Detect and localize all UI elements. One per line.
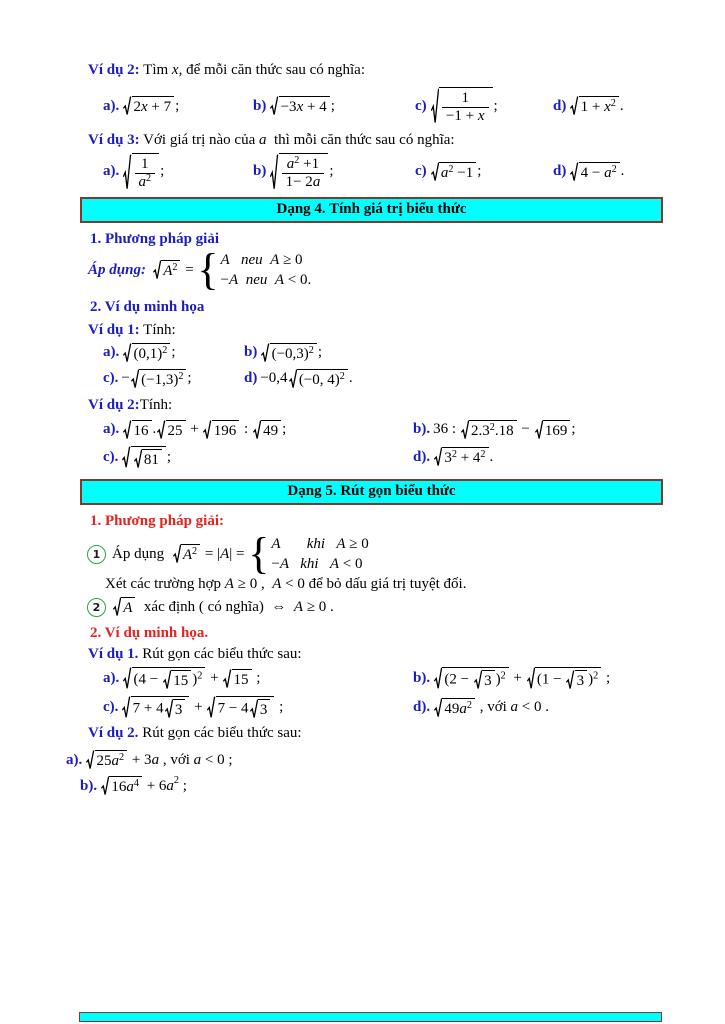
math-formula: − $(-1,3)^2$ ;	[121, 370, 192, 388]
method-point-2	[87, 597, 725, 617]
math-formula: −3x + 4 ;	[269, 96, 335, 116]
section-banner-dang4: Dạng 4. Tính giá trị biểu thức	[80, 197, 663, 223]
exercise-row	[103, 696, 725, 719]
heading-text: Tính:	[139, 396, 173, 413]
math-formula: $25a^2$ + 3 a , với a < 0 ;	[85, 750, 232, 770]
heading-text: Rút gọn các biểu thức sau:	[138, 646, 302, 663]
math-formula: A xác định ( có nghĩa) ⇔ A ≥ 0 .	[112, 597, 334, 617]
math-formula: −0,4 (−0, 4)$^2$ .	[260, 370, 353, 388]
item-label: c).	[103, 699, 119, 716]
exercise-item-c	[103, 369, 244, 389]
math-formula: $\frac{1}{a^2}$ ;	[122, 153, 164, 192]
heading-text: Tìm x , để mỗi căn thức sau có nghĩa:	[139, 62, 366, 78]
section-banner-dang5: Dạng 5. Rút gọn biểu thức	[80, 479, 663, 505]
math-formula: Áp dụng $A^2$ = | A | = { A khi A ≥ 0 −A khi A < 0	[112, 529, 369, 579]
math-formula: $(-0,3)^2$ ;	[260, 343, 322, 363]
example-heading-vd3	[88, 132, 725, 149]
example-label: Ví dụ 2:	[88, 62, 140, 78]
method-heading: 1. Phương pháp giải	[90, 231, 220, 248]
exercise-item-d	[244, 369, 353, 389]
item-label: a).	[103, 97, 120, 114]
heading-text: Với giá trị nào của a thì mỗi căn thức sau có nghĩa:	[139, 131, 455, 148]
math-formula: 16 . 25 + 196 : 49 ;	[122, 420, 286, 440]
exercise-item-d	[553, 96, 624, 116]
example-label: Ví dụ 2.	[88, 725, 139, 742]
exercise-row	[103, 667, 725, 690]
item-label: d)	[553, 163, 567, 180]
exercise-item-a	[103, 153, 253, 192]
exercise-row	[103, 87, 725, 126]
circled-number-icon: 2	[87, 598, 106, 617]
exercise-item-a	[103, 420, 413, 440]
method-point-1	[87, 529, 725, 579]
method-heading: 1. Phương pháp giải:	[90, 512, 225, 529]
item-label: c)	[415, 163, 427, 180]
top-margin	[0, 0, 725, 62]
math-formula: Xét các trường hợp A ≥ 0 , A < 0 để bỏ dấu giá trị tuyệt đối.	[105, 576, 467, 593]
exercise-item-a	[103, 96, 253, 116]
item-label: b).	[413, 670, 431, 687]
exercise-item-d	[413, 698, 549, 718]
exercise-row	[103, 369, 725, 389]
item-label: a).	[103, 421, 120, 438]
exercise-line-a	[66, 750, 725, 770]
exercise-item-c	[415, 162, 553, 182]
item-label: a).	[66, 751, 83, 768]
exercise-item-b	[253, 153, 415, 192]
apply-label: Áp dụng:	[88, 261, 146, 278]
math-formula: $\frac{1}{-1 + x}$ ;	[430, 87, 498, 126]
exercise-row	[103, 420, 725, 440]
exercise-item-b	[253, 96, 415, 116]
math-formula: 2x + 7 ;	[122, 96, 179, 116]
math-formula: (2 − 3 )$^2$ + (1 − 3 )$^2$ ;	[433, 667, 610, 690]
exercise-item-a	[103, 667, 413, 690]
math-formula: 7 + 4 3 + 7 − 4 3 ;	[121, 696, 283, 719]
math-formula: $16a^4$ + 6 a 2 ;	[100, 776, 187, 796]
math-formula: $\frac{a^2 +1}{1- 2a}$ ;	[269, 153, 333, 192]
exercise-item-d	[553, 162, 624, 182]
item-label: b)	[253, 163, 267, 180]
example-heading-d4vd2	[88, 397, 725, 414]
circled-number-icon: 1	[87, 545, 106, 564]
exercise-item-d	[413, 447, 493, 467]
example-heading-vd2	[88, 62, 725, 79]
item-label: b)	[244, 344, 258, 361]
example-heading-d5vd2	[88, 725, 725, 742]
exercise-row	[103, 446, 725, 469]
example-label: Ví dụ 1.	[88, 646, 139, 663]
exercise-item-b	[413, 420, 576, 440]
example-label: Ví dụ 2:	[88, 396, 140, 413]
math-formula: $A^2$ = { A neu A ≥ 0 −A neu A < 0.	[152, 250, 311, 291]
math-formula: $(0,1)^2$ ;	[122, 343, 175, 363]
method-note	[105, 576, 725, 593]
math-formula: 81 ;	[121, 446, 171, 469]
item-label: a).	[103, 670, 120, 687]
apply-formula-line	[88, 245, 725, 295]
exercise-item-a	[103, 343, 244, 363]
item-label: c).	[103, 370, 119, 387]
example-heading-d5vd1	[88, 646, 725, 663]
item-label: d).	[413, 448, 431, 465]
examples-heading: 2. Ví dụ minh họa	[90, 298, 205, 315]
exercise-row	[103, 153, 725, 192]
item-label: b).	[80, 778, 98, 795]
math-formula: $49a^2$ , với a < 0 .	[433, 698, 549, 718]
item-label: b)	[253, 97, 267, 114]
math-formula: $a^2 -1$ ;	[430, 162, 482, 182]
exercise-row	[103, 343, 725, 363]
item-label: b).	[413, 421, 431, 438]
heading-text: Rút gọn các biểu thức sau:	[138, 725, 302, 742]
item-label: c).	[103, 448, 119, 465]
math-formula: (4 − 15 )$^2$ + 15 ;	[122, 667, 260, 690]
item-label: a).	[103, 163, 120, 180]
examples-heading: 2. Ví dụ minh họa.	[90, 625, 209, 642]
heading-text: Tính:	[139, 321, 176, 338]
math-formula: 36 : $2.3^2.18$ − 169 ;	[433, 421, 576, 439]
example-label: Ví dụ 1:	[88, 321, 140, 338]
item-label: d)	[244, 370, 258, 387]
exercise-item-b	[413, 667, 610, 690]
exercise-line-b	[80, 776, 725, 796]
math-formula: $4 - a^2$ .	[569, 162, 624, 182]
example-label: Ví dụ 3:	[88, 131, 140, 148]
exercise-item-b	[244, 343, 322, 363]
exercise-item-c	[103, 696, 413, 719]
math-formula: $1 + x^2$ .	[569, 96, 623, 116]
exercise-item-c	[415, 87, 553, 126]
next-section-banner-cutoff	[79, 1012, 662, 1022]
item-label: a).	[103, 344, 120, 361]
example-heading-d4vd1	[88, 322, 725, 339]
item-label: d)	[553, 97, 567, 114]
exercise-item-c	[103, 446, 413, 469]
item-label: c)	[415, 97, 427, 114]
item-label: d).	[413, 699, 431, 716]
math-formula: $3^2 + 4^2$ .	[433, 447, 493, 467]
